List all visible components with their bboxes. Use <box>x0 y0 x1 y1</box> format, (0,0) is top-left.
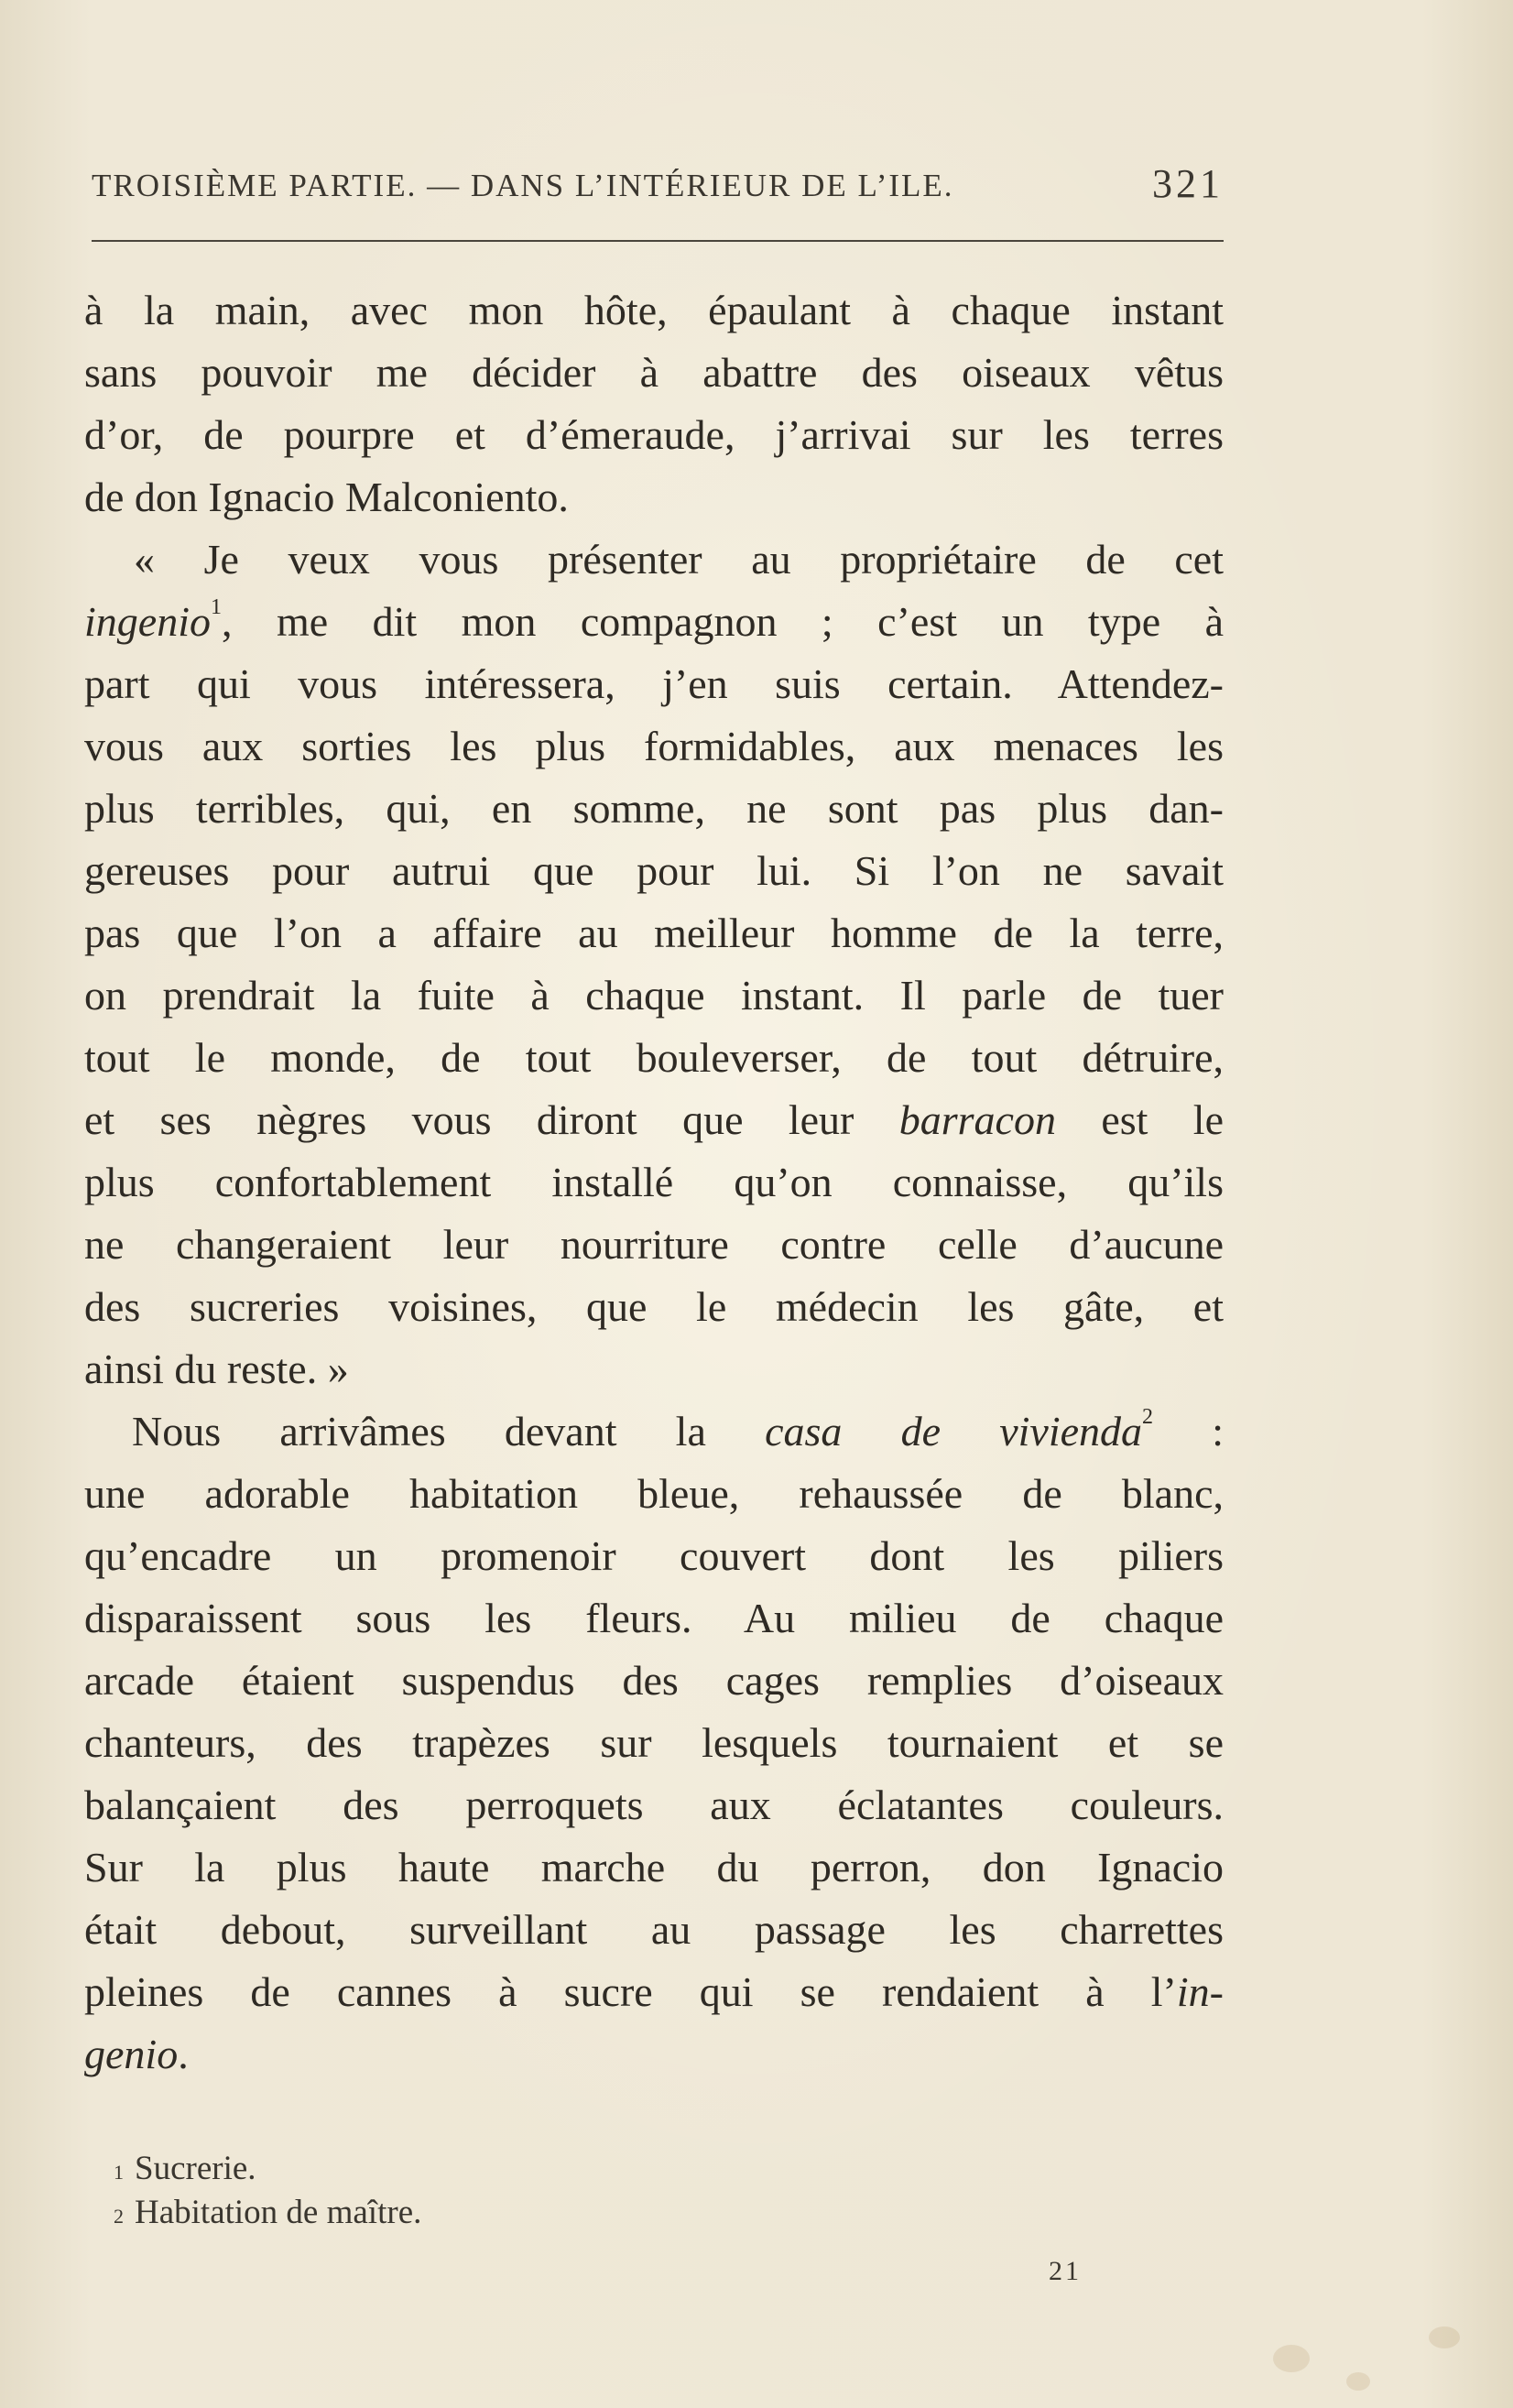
text-line: plus confortablement installé qu’on connaisse, qu’ils <box>84 1159 1224 1205</box>
text-line: on prendrait la fuite à chaque instant. Il parle de tuer <box>84 972 1224 1019</box>
text-line: d’or, de pourpre et d’émeraude, j’arrivai sur les terres <box>84 411 1224 458</box>
text-line: ne changeraient leur nourriture contre celle d’aucune <box>84 1221 1224 1268</box>
footnote-mark: 2 <box>114 2205 124 2228</box>
running-title: TROISIÈME PARTIE. — DANS L’INTÉRIEUR DE L’ILE. <box>92 168 954 203</box>
text-line: balançaient des perroquets aux éclatantes couleurs. <box>84 1781 1224 1828</box>
text-line: ainsi du reste. » <box>84 1346 349 1392</box>
page-number: 321 <box>1152 161 1224 206</box>
text-line: ingenio$^1$, me dit mon compagnon ; c’est un type à <box>84 595 1224 645</box>
footnote-mark: 1 <box>114 2161 124 2184</box>
text-line: Nous arrivâmes devant la casa de vivienda$^2$ : <box>132 1405 1224 1455</box>
footnote-text: Habitation de maître. <box>135 2194 422 2231</box>
text-line: qu’encadre un promenoir couvert dont les piliers <box>84 1532 1224 1579</box>
italic-term: genio <box>84 2031 179 2077</box>
text-line: plus terribles, qui, en somme, ne sont pas plus dan- <box>84 785 1224 832</box>
text-line: une adorable habitation bleue, rehaussée de blanc, <box>84 1470 1224 1517</box>
text-line: pleines de cannes à sucre qui se rendaient à l’in- <box>84 1968 1224 2015</box>
footnote-text: Sucrerie. <box>135 2150 256 2187</box>
text-line: sans pouvoir me décider à abattre des oiseaux vêtus <box>84 349 1224 396</box>
text-line: genio. <box>84 2031 189 2077</box>
text-line: tout le monde, de tout bouleverser, de tout détruire, <box>84 1034 1224 1081</box>
body-text <box>84 279 1224 2086</box>
text-line: part qui vous intéressera, j’en suis certain. Attendez- <box>84 660 1224 707</box>
footnotes <box>114 2147 663 2235</box>
text-line: et ses nègres vous diront que leur barracon est le <box>84 1096 1224 1143</box>
italic-term: casa de vivienda <box>765 1408 1143 1455</box>
text-line: Sur la plus haute marche du perron, don Ignacio <box>84 1844 1224 1890</box>
text-line: de don Ignacio Malconiento. <box>84 474 569 520</box>
text-line: gereuses pour autrui que pour lui. Si l’on ne savait <box>84 847 1224 894</box>
footnote-ref: 1 <box>210 595 222 619</box>
text-line: arcade étaient suspendus des cages remplies d’oiseaux <box>84 1657 1224 1704</box>
text-line: vous aux sorties les plus formidables, aux menaces les <box>84 723 1224 769</box>
text-line: chanteurs, des trapèzes sur lesquels tournaient et se <box>84 1719 1224 1766</box>
header-rule <box>92 240 1224 242</box>
text-line: à la main, avec mon hôte, épaulant à chaque instant <box>84 287 1224 333</box>
italic-term: barracon <box>898 1096 1056 1143</box>
italic-term: ingenio <box>84 598 211 645</box>
text-line: « Je veux vous présenter au propriétaire de cet <box>134 536 1224 583</box>
signature-mark: 21 <box>1049 2256 1082 2286</box>
text-line: pas que l’on a affaire au meilleur homme de la terre, <box>84 910 1224 956</box>
footnote <box>114 2147 663 2191</box>
text-line: était debout, surveillant au passage les charrettes <box>84 1906 1224 1953</box>
footnote <box>114 2191 663 2235</box>
footnote-ref: 2 <box>1142 1405 1154 1429</box>
text-line: disparaissent sous les fleurs. Au milieu de chaque <box>84 1595 1224 1641</box>
text-line: des sucreries voisines, que le médecin les gâte, et <box>84 1283 1224 1330</box>
running-header <box>92 160 1224 224</box>
italic-term: in- <box>1176 1968 1224 2015</box>
